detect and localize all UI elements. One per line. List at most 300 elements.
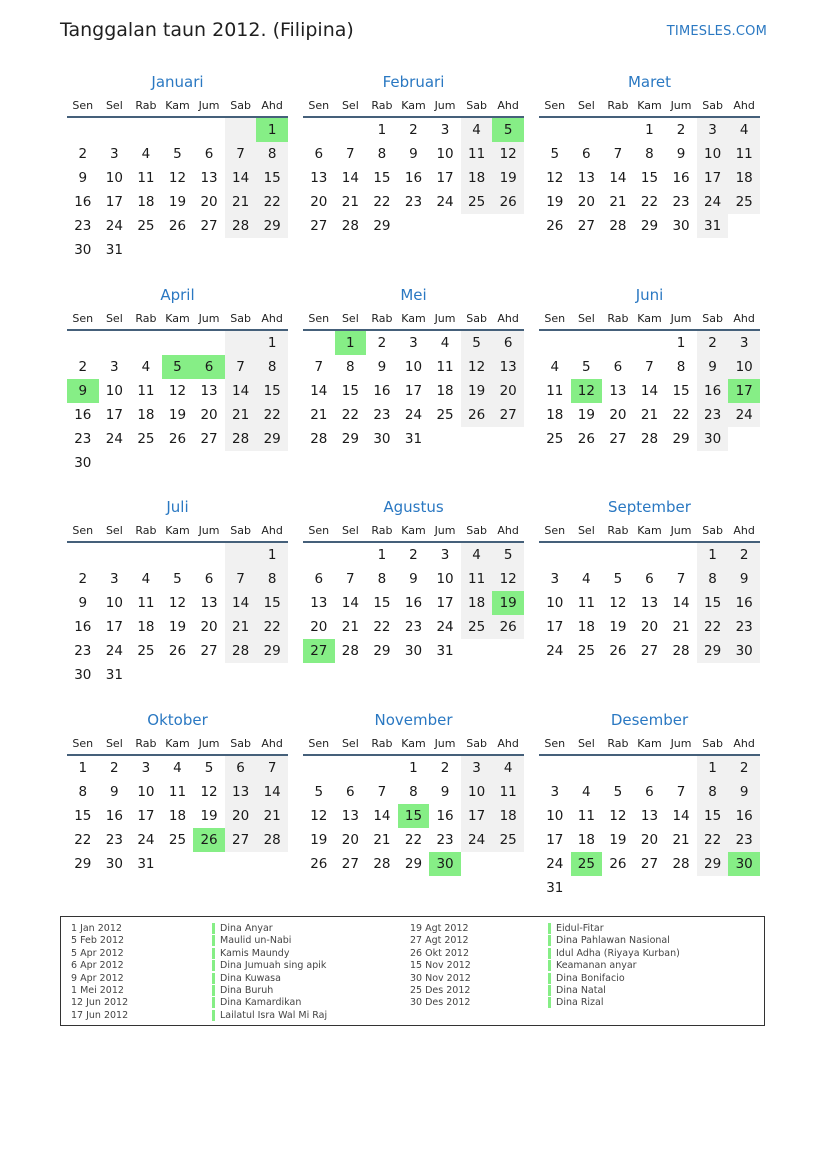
day-cell: 13 (640, 595, 659, 611)
weekday-label: Sab (702, 736, 723, 750)
day-cell: 29 (74, 855, 92, 872)
empty-day-cell (225, 852, 257, 876)
weekday-label: Kam (401, 99, 426, 112)
day-cell: 20 (310, 194, 328, 210)
day-cell: 17 (461, 804, 493, 828)
empty-day-cell (335, 543, 367, 567)
day-cell: 2 (676, 122, 686, 138)
empty-day-cell (67, 331, 99, 355)
week-row (67, 331, 288, 355)
day-cell: 17 (105, 406, 123, 423)
day-cell: 10 (436, 571, 454, 587)
day-cell: 22 (373, 194, 391, 210)
week-row (67, 142, 288, 166)
day-cell: 8 (256, 567, 288, 591)
day-cell: 11 (436, 358, 454, 375)
month-name: Juni (635, 285, 664, 304)
day-cell: 20 (341, 831, 359, 848)
week-row (67, 663, 288, 687)
empty-day-cell (130, 331, 162, 355)
month-name: April (160, 285, 195, 304)
day-cell: 26 (609, 855, 627, 872)
week-row (539, 780, 760, 804)
day-cell: 12 (492, 142, 524, 166)
day-cell: 26 (168, 430, 187, 447)
day-cell: 17 (105, 619, 123, 635)
day-cell: 29 (373, 643, 391, 659)
weekday-label: Rab (135, 524, 157, 537)
week-row (67, 166, 288, 190)
empty-day-cell (602, 756, 634, 780)
day-cell: 28 (672, 855, 690, 872)
day-cell: 3 (110, 358, 119, 375)
day-cell: 21 (225, 403, 257, 427)
weekday-label: Sen (308, 311, 330, 325)
week-row (303, 166, 524, 190)
day-cell: 20 (225, 804, 257, 828)
empty-day-cell (461, 639, 493, 663)
empty-day-cell (193, 543, 225, 567)
day-cell: 11 (461, 567, 493, 591)
day-cell: 3 (440, 547, 450, 563)
week-row (303, 804, 524, 828)
weekday-label: Kam (401, 524, 426, 537)
week-row (303, 567, 524, 591)
day-cell: 30 (672, 218, 690, 234)
week-row (67, 451, 288, 475)
day-cell: 16 (728, 591, 760, 615)
holiday-date: 25 Des 2012 (410, 984, 471, 996)
empty-day-cell (99, 451, 131, 475)
holiday-date: 27 Agt 2012 (410, 935, 469, 947)
empty-day-cell (665, 876, 697, 900)
day-cell: 15 (256, 379, 288, 403)
holiday-date: 26 Okt 2012 (410, 947, 470, 959)
weekday-label: Kam (401, 311, 426, 325)
holiday-day-cell: 15 (398, 804, 430, 828)
day-cell: 26 (461, 403, 493, 427)
weekday-label: Sab (466, 736, 487, 750)
day-cell: 15 (640, 170, 659, 186)
weekday-label: Jum (434, 736, 456, 750)
day-cell: 9 (377, 358, 387, 375)
holiday-date: 1 Jan 2012 (71, 923, 122, 934)
month-februari (303, 70, 524, 283)
day-cell: 25 (461, 615, 493, 639)
holiday-date: 15 Nov 2012 (410, 960, 471, 972)
weekday-label: Sen (544, 736, 566, 750)
week-row (539, 427, 760, 451)
holiday-date: 6 Apr 2012 (71, 960, 124, 972)
day-cell: 13 (577, 170, 595, 186)
empty-day-cell (602, 331, 634, 355)
day-cell: 24 (546, 643, 564, 659)
weekday-label: Sel (341, 311, 359, 325)
day-cell: 9 (78, 170, 88, 186)
week-row (67, 591, 288, 615)
day-cell: 8 (697, 780, 729, 804)
week-row (67, 118, 288, 142)
day-cell: 19 (609, 831, 627, 848)
weekday-label: Ahd (497, 99, 519, 112)
holiday-name: Maulid un-Nabi (212, 935, 291, 946)
weekday-label: Sen (544, 311, 566, 325)
day-cell: 1 (645, 122, 654, 138)
day-cell: 17 (404, 382, 423, 399)
day-cell: 29 (341, 430, 359, 447)
day-cell: 9 (728, 567, 760, 591)
day-cell: 7 (645, 358, 654, 375)
day-cell: 14 (310, 382, 328, 399)
weekday-label: Kam (637, 311, 662, 325)
weekday-header (67, 732, 288, 756)
day-cell: 5 (613, 571, 623, 587)
day-cell: 6 (314, 571, 324, 587)
holiday-name: Dina Kamardikan (212, 997, 301, 1008)
day-cell: 5 (582, 358, 591, 375)
day-cell: 27 (492, 403, 524, 427)
weekday-label: Sel (577, 311, 595, 325)
holiday-name: Dina Kuwasa (212, 973, 281, 984)
day-cell: 20 (640, 831, 659, 848)
weekday-label: Ahd (733, 736, 755, 750)
weekday-label: Kam (165, 99, 190, 112)
day-cell: 24 (105, 430, 123, 447)
empty-day-cell (256, 451, 288, 475)
day-cell: 8 (377, 146, 387, 162)
day-cell: 20 (640, 619, 659, 635)
holiday-date: 17 Jun 2012 (71, 1009, 129, 1021)
day-cell: 26 (492, 615, 524, 639)
day-cell: 8 (346, 358, 355, 375)
empty-day-cell (461, 214, 493, 238)
day-cell: 15 (256, 166, 288, 190)
week-row (67, 427, 288, 451)
day-cell: 11 (137, 170, 155, 186)
holiday-day-cell: 25 (571, 852, 603, 876)
weekday-label: Kam (637, 736, 662, 750)
day-cell: 23 (728, 615, 760, 639)
weekday-label: Ahd (261, 99, 283, 112)
day-cell: 19 (577, 406, 595, 423)
weekday-header (539, 307, 760, 331)
day-cell: 19 (168, 194, 187, 210)
day-cell: 9 (78, 595, 88, 611)
week-row (539, 756, 760, 780)
day-cell: 16 (697, 379, 729, 403)
day-cell: 4 (440, 334, 450, 351)
day-cell: 3 (110, 146, 119, 162)
empty-day-cell (193, 663, 225, 687)
day-cell: 3 (728, 331, 760, 355)
day-cell: 25 (137, 430, 155, 447)
empty-day-cell (225, 118, 257, 142)
empty-day-cell (634, 331, 666, 355)
holiday-name: Idul Adha (Riyaya Kurban) (548, 948, 680, 959)
day-cell: 28 (640, 430, 659, 447)
day-cell: 11 (728, 142, 760, 166)
weekday-label: Sab (702, 311, 723, 325)
day-cell: 7 (346, 146, 355, 162)
empty-day-cell (67, 543, 99, 567)
weekday-label: Jum (434, 99, 456, 112)
week-row (303, 427, 524, 451)
day-cell: 29 (697, 639, 729, 663)
month-agustus (303, 495, 524, 708)
day-cell: 19 (310, 831, 328, 848)
weekday-label: Ahd (261, 736, 283, 750)
weekday-label: Sab (230, 524, 251, 537)
day-cell: 10 (404, 358, 423, 375)
holiday-date: 5 Feb 2012 (71, 935, 125, 947)
day-cell: 31 (404, 430, 423, 447)
day-cell: 13 (609, 382, 627, 399)
weekday-label: Rab (607, 311, 629, 325)
week-row (539, 639, 760, 663)
weekday-label: Sen (72, 736, 94, 750)
day-cell: 28 (256, 828, 288, 852)
day-cell: 16 (404, 170, 423, 186)
week-row (539, 543, 760, 567)
day-cell: 22 (697, 615, 729, 639)
day-cell: 18 (436, 382, 454, 399)
day-cell: 25 (546, 430, 564, 447)
day-cell: 14 (672, 595, 690, 611)
week-row (67, 756, 288, 780)
empty-day-cell (665, 756, 697, 780)
day-cell: 1 (256, 543, 288, 567)
empty-day-cell (225, 451, 257, 475)
day-cell: 28 (672, 643, 690, 659)
day-cell: 13 (200, 382, 218, 399)
holiday-date: 12 Jun 2012 (71, 997, 129, 1009)
weekday-label: Jum (670, 524, 692, 537)
week-row (539, 804, 760, 828)
day-cell: 8 (645, 146, 654, 162)
day-cell: 19 (492, 166, 524, 190)
day-cell: 2 (409, 547, 418, 563)
empty-day-cell (634, 756, 666, 780)
day-cell: 22 (74, 831, 92, 848)
weekday-label: Kam (637, 524, 662, 537)
day-cell: 10 (105, 170, 123, 186)
weekday-label: Sel (577, 524, 595, 537)
day-cell: 2 (409, 122, 418, 138)
weekday-label: Ahd (261, 524, 283, 537)
day-cell: 14 (341, 595, 359, 611)
empty-day-cell (162, 663, 194, 687)
holiday-name: Dina Rizal (548, 997, 604, 1008)
empty-day-cell (256, 238, 288, 262)
day-cell: 11 (461, 142, 493, 166)
day-cell: 10 (436, 146, 454, 162)
site-link[interactable]: TIMESLES.COM (666, 24, 767, 39)
day-cell: 31 (697, 214, 729, 238)
weekday-label: Sab (230, 736, 251, 750)
day-cell: 12 (609, 595, 627, 611)
day-cell: 10 (105, 382, 123, 399)
week-row (303, 142, 524, 166)
day-cell: 15 (256, 591, 288, 615)
weekday-header (303, 519, 524, 543)
day-cell: 29 (640, 218, 659, 234)
week-row (539, 615, 760, 639)
day-cell: 3 (141, 759, 151, 776)
weekday-label: Jum (198, 524, 220, 537)
day-cell: 24 (436, 194, 454, 210)
weekday-label: Sen (72, 524, 94, 537)
day-cell: 4 (492, 756, 524, 780)
empty-day-cell (225, 238, 257, 262)
day-cell: 23 (373, 406, 391, 423)
weekday-label: Ahd (261, 311, 283, 325)
holiday-day-cell: 19 (492, 591, 524, 615)
day-cell: 4 (461, 118, 493, 142)
day-cell: 20 (200, 619, 218, 635)
day-cell: 22 (404, 831, 423, 848)
holiday-name: Dina Jumuah sing apik (212, 960, 326, 971)
day-cell: 12 (461, 355, 493, 379)
day-cell: 23 (672, 194, 690, 210)
empty-day-cell (162, 451, 194, 475)
day-cell: 17 (105, 194, 123, 210)
month-name: Agustus (383, 498, 444, 516)
empty-day-cell (193, 118, 225, 142)
week-row (539, 331, 760, 355)
weekday-label: Jum (198, 736, 220, 750)
weekday-label: Sel (105, 311, 123, 325)
day-cell: 13 (225, 780, 257, 804)
week-row (303, 639, 524, 663)
day-cell: 6 (314, 146, 324, 162)
day-cell: 2 (440, 759, 450, 776)
day-cell: 27 (200, 643, 218, 659)
day-cell: 14 (609, 170, 627, 186)
weekday-label: Rab (607, 524, 629, 537)
weekday-label: Jum (198, 311, 220, 325)
day-cell: 28 (225, 214, 257, 238)
day-cell: 2 (728, 543, 760, 567)
day-cell: 8 (78, 783, 88, 800)
weekday-label: Sel (341, 524, 359, 537)
day-cell: 5 (461, 331, 493, 355)
day-cell: 20 (609, 406, 627, 423)
week-row (303, 355, 524, 379)
day-cell: 12 (200, 783, 218, 800)
empty-day-cell (539, 331, 571, 355)
day-cell: 19 (168, 406, 187, 423)
day-cell: 31 (546, 879, 564, 896)
day-cell: 9 (409, 146, 418, 162)
day-cell: 11 (137, 382, 155, 399)
day-cell: 28 (341, 218, 359, 234)
day-cell: 21 (609, 194, 627, 210)
week-row (539, 876, 760, 900)
empty-day-cell (492, 427, 524, 451)
day-cell: 6 (582, 146, 591, 162)
day-cell: 1 (78, 759, 88, 776)
month-name: Juli (166, 498, 189, 516)
day-cell: 6 (645, 783, 654, 800)
day-cell: 15 (373, 595, 391, 611)
day-cell: 30 (74, 454, 92, 471)
month-april (67, 283, 288, 496)
holiday-day-cell: 30 (429, 852, 461, 876)
weekday-label: Jum (434, 524, 456, 537)
weekday-header (539, 732, 760, 756)
weekday-label: Rab (371, 524, 393, 537)
day-cell: 28 (310, 430, 328, 447)
day-cell: 10 (105, 595, 123, 611)
day-cell: 21 (640, 406, 659, 423)
empty-day-cell (539, 543, 571, 567)
empty-day-cell (571, 543, 603, 567)
month-juli (67, 495, 288, 708)
empty-day-cell (193, 852, 225, 876)
weekday-label: Sel (105, 524, 123, 537)
holiday-name: Keamanan anyar (548, 960, 637, 971)
week-row (539, 190, 760, 214)
empty-day-cell (193, 331, 225, 355)
day-cell: 27 (341, 855, 359, 872)
day-cell: 24 (105, 218, 123, 234)
day-cell: 19 (546, 194, 564, 210)
holiday-name: Kamis Maundy (212, 948, 289, 959)
day-cell: 5 (314, 783, 324, 800)
day-cell: 21 (225, 615, 257, 639)
day-cell: 18 (137, 406, 155, 423)
day-cell: 15 (697, 804, 729, 828)
empty-day-cell (461, 852, 493, 876)
empty-day-cell (303, 543, 335, 567)
holiday-day-cell: 5 (162, 355, 194, 379)
empty-day-cell (461, 427, 493, 451)
empty-day-cell (225, 663, 257, 687)
day-cell: 2 (110, 759, 119, 776)
day-cell: 28 (609, 218, 627, 234)
day-cell: 1 (409, 759, 418, 776)
day-cell: 7 (613, 146, 623, 162)
day-cell: 24 (461, 828, 493, 852)
weekday-label: Sen (544, 99, 566, 112)
day-cell: 2 (78, 146, 88, 162)
day-cell: 15 (373, 170, 391, 186)
holiday-list (60, 916, 765, 1026)
week-row (539, 567, 760, 591)
empty-day-cell (99, 118, 131, 142)
day-cell: 18 (577, 831, 595, 848)
day-cell: 12 (168, 170, 187, 186)
day-cell: 16 (74, 619, 92, 635)
day-cell: 7 (676, 783, 686, 800)
day-cell: 7 (256, 756, 288, 780)
day-cell: 9 (676, 146, 686, 162)
day-cell: 14 (341, 170, 359, 186)
day-cell: 10 (546, 807, 564, 824)
day-cell: 25 (436, 406, 454, 423)
weekday-label: Ahd (733, 524, 755, 537)
empty-day-cell (193, 238, 225, 262)
day-cell: 13 (492, 355, 524, 379)
day-cell: 6 (613, 358, 623, 375)
weekday-label: Sel (341, 736, 359, 750)
day-cell: 4 (550, 358, 560, 375)
weekday-label: Rab (371, 311, 393, 325)
month-name: Januari (151, 73, 204, 91)
day-cell: 12 (609, 807, 627, 824)
day-cell: 30 (74, 667, 92, 683)
day-cell: 25 (461, 190, 493, 214)
